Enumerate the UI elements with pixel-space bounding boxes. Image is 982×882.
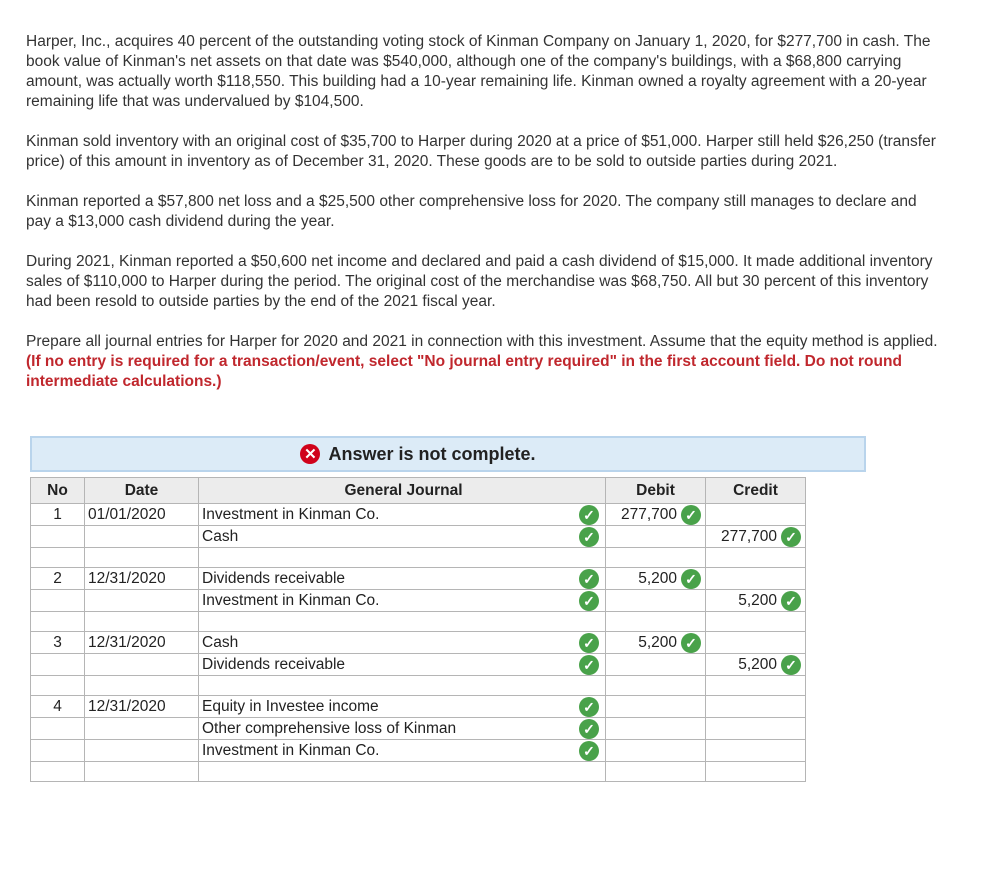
- account-name: Investment in Kinman Co.: [202, 505, 380, 523]
- journal-row: [31, 590, 806, 612]
- account-name: Equity in Investee income: [202, 697, 379, 715]
- debit-value: 277,700: [620, 505, 677, 523]
- col-credit-header: Credit: [706, 478, 806, 504]
- account-select[interactable]: [199, 590, 606, 612]
- blank-row: [31, 612, 806, 632]
- journal-header-row: [31, 478, 806, 504]
- check-icon: ✓: [579, 569, 599, 589]
- blank-cell[interactable]: [85, 762, 199, 782]
- credit-input[interactable]: [706, 568, 806, 590]
- debit-input[interactable]: [606, 568, 706, 590]
- entry-number: [31, 718, 85, 740]
- entry-number: 2: [31, 568, 85, 590]
- entry-number: [31, 654, 85, 676]
- x-circle-icon: ✕: [300, 444, 320, 464]
- debit-value: 5,200: [638, 569, 677, 587]
- problem-paragraph-2: Kinman sold inventory with an original cost of $35,700 to Harper during 2020 at a price of $51,000. Harper still held $26,250 (transfer price) of this amount in inventory as of December 31, 2020. These goods are to be sold to outside parties during 2021.: [26, 133, 936, 170]
- check-icon: ✓: [781, 527, 801, 547]
- check-icon: ✓: [579, 591, 599, 611]
- debit-input[interactable]: [606, 504, 706, 526]
- debit-input[interactable]: [606, 590, 706, 612]
- credit-input[interactable]: [706, 590, 806, 612]
- credit-value: 277,700: [720, 527, 777, 545]
- entry-number: 3: [31, 632, 85, 654]
- credit-input[interactable]: [706, 654, 806, 676]
- account-select[interactable]: [199, 504, 606, 526]
- blank-cell[interactable]: [606, 612, 706, 632]
- answer-status-text: Answer is not complete.: [328, 443, 536, 464]
- blank-cell[interactable]: [706, 762, 806, 782]
- account-select[interactable]: [199, 718, 606, 740]
- account-name: Dividends receivable: [202, 569, 346, 587]
- blank-cell[interactable]: [199, 612, 606, 632]
- date-cell[interactable]: 12/31/2020: [85, 696, 199, 718]
- entry-number: 4: [31, 696, 85, 718]
- blank-cell[interactable]: [199, 548, 606, 568]
- journal-table: [30, 477, 806, 782]
- account-name: Investment in Kinman Co.: [202, 741, 380, 759]
- blank-cell[interactable]: [85, 676, 199, 696]
- journal-row: [31, 740, 806, 762]
- blank-row: [31, 762, 806, 782]
- account-select[interactable]: [199, 740, 606, 762]
- account-select[interactable]: [199, 654, 606, 676]
- check-icon: ✓: [579, 655, 599, 675]
- blank-cell[interactable]: [85, 612, 199, 632]
- entry-number: [31, 590, 85, 612]
- account-name: Cash: [202, 527, 239, 545]
- date-cell[interactable]: 01/01/2020: [85, 504, 199, 526]
- blank-cell[interactable]: [606, 548, 706, 568]
- journal-row: [31, 632, 806, 654]
- instruction-text: (If no entry is required for a transaction/event, select "No journal entry required" in the first account field. Do not round intermediate calculations.): [26, 353, 902, 390]
- account-name: Other comprehensive loss of Kinman: [202, 719, 457, 737]
- date-cell[interactable]: [85, 740, 199, 762]
- blank-cell[interactable]: [199, 676, 606, 696]
- check-icon: ✓: [681, 505, 701, 525]
- date-cell[interactable]: [85, 526, 199, 548]
- blank-cell: [31, 612, 85, 632]
- account-name: Investment in Kinman Co.: [202, 591, 380, 609]
- problem-paragraph-1: Harper, Inc., acquires 40 percent of the outstanding voting stock of Kinman Company on January 1, 2020, for $277,700 in cash. The book value of Kinman's net assets on that date was $540,000, although one of the company's buildings, with a $68,800 carrying amount, was actually worth $118,550. This building had a 10-year remaining life. Kinman owned a royalty agreement with a 20-year remaining life that was undervalued by $104,500.: [26, 33, 931, 110]
- credit-input[interactable]: [706, 504, 806, 526]
- check-icon: ✓: [579, 505, 599, 525]
- blank-cell[interactable]: [606, 676, 706, 696]
- blank-cell[interactable]: [199, 762, 606, 782]
- check-icon: ✓: [781, 591, 801, 611]
- blank-cell[interactable]: [85, 548, 199, 568]
- col-journal-header: General Journal: [199, 478, 606, 504]
- journal-row: [31, 718, 806, 740]
- journal-row: [31, 654, 806, 676]
- problem-paragraph-5: Prepare all journal entries for Harper for 2020 and 2021 in connection with this investment. Assume that the equity method is applied. (If no entry is required for a transaction/event, select "No journal entry required" in the first account field. Do not round intermediate calculations.): [26, 333, 938, 390]
- blank-cell: [31, 762, 85, 782]
- debit-input[interactable]: [606, 632, 706, 654]
- account-select[interactable]: [199, 568, 606, 590]
- credit-input[interactable]: [706, 526, 806, 548]
- credit-value: 5,200: [738, 591, 777, 609]
- date-cell[interactable]: [85, 590, 199, 612]
- blank-row: [31, 548, 806, 568]
- account-select[interactable]: [199, 632, 606, 654]
- blank-row: [31, 676, 806, 696]
- debit-input[interactable]: [606, 526, 706, 548]
- credit-input[interactable]: [706, 632, 806, 654]
- journal-row: [31, 568, 806, 590]
- col-date-header: Date: [85, 478, 199, 504]
- debit-input[interactable]: [606, 654, 706, 676]
- col-debit-header: Debit: [606, 478, 706, 504]
- check-icon: ✓: [579, 633, 599, 653]
- credit-input[interactable]: [706, 718, 806, 740]
- date-cell[interactable]: 12/31/2020: [85, 632, 199, 654]
- credit-input[interactable]: [706, 696, 806, 718]
- credit-input[interactable]: [706, 740, 806, 762]
- blank-cell[interactable]: [606, 762, 706, 782]
- account-select[interactable]: [199, 526, 606, 548]
- debit-value: 5,200: [638, 633, 677, 651]
- check-icon: ✓: [579, 697, 599, 717]
- col-no-header: No: [31, 478, 85, 504]
- blank-cell[interactable]: [706, 676, 806, 696]
- account-select[interactable]: [199, 696, 606, 718]
- debit-input[interactable]: [606, 740, 706, 762]
- date-cell[interactable]: 12/31/2020: [85, 568, 199, 590]
- date-cell[interactable]: [85, 718, 199, 740]
- check-icon: ✓: [579, 741, 599, 761]
- problem-paragraph-4: During 2021, Kinman reported a $50,600 net income and declared and paid a cash dividend of $15,000. It made additional inventory sales of $110,000 to Harper during the period. The original cost of the merchandise was $68,750. All but 30 percent of this inventory had been resold to outside parties by the end of the 2021 fiscal year.: [26, 253, 933, 310]
- problem-paragraph-3: Kinman reported a $57,800 net loss and a $25,500 other comprehensive loss for 2020. The company still manages to declare and pay a $13,000 cash dividend during the year.: [26, 193, 917, 230]
- journal-body: [31, 504, 806, 782]
- account-name: Cash: [202, 633, 239, 651]
- problem-text: [26, 32, 941, 412]
- journal-row: [31, 504, 806, 526]
- check-icon: ✓: [681, 569, 701, 589]
- check-icon: ✓: [579, 719, 599, 739]
- check-icon: ✓: [681, 633, 701, 653]
- journal-row: [31, 526, 806, 548]
- blank-cell[interactable]: [706, 612, 806, 632]
- entry-number: 1: [31, 504, 85, 526]
- credit-value: 5,200: [738, 655, 777, 673]
- check-icon: ✓: [579, 527, 599, 547]
- entry-number: [31, 740, 85, 762]
- blank-cell[interactable]: [706, 548, 806, 568]
- blank-cell: [31, 676, 85, 696]
- answer-status-banner: [30, 436, 866, 472]
- journal-row: [31, 696, 806, 718]
- check-icon: ✓: [781, 655, 801, 675]
- account-name: Dividends receivable: [202, 655, 346, 673]
- blank-cell: [31, 548, 85, 568]
- debit-input[interactable]: [606, 696, 706, 718]
- date-cell[interactable]: [85, 654, 199, 676]
- debit-input[interactable]: [606, 718, 706, 740]
- entry-number: [31, 526, 85, 548]
